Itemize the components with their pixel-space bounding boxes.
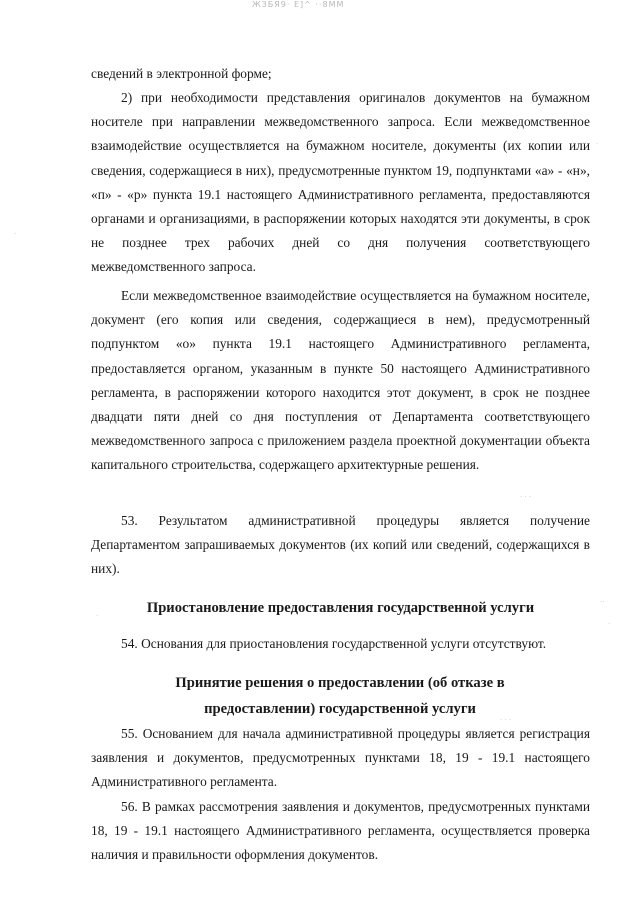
paragraph-56 (91, 795, 590, 868)
section-heading-suspension (91, 595, 590, 621)
paragraph-text: 55. Основанием для начала административной процедуры является регистрация заявления и документов, предусмотренных пунктами 18, 19 - 19.1 настоящего Административного регламента. (91, 726, 590, 790)
paragraph-continuation (91, 62, 590, 86)
paragraph-54 (91, 632, 590, 656)
paragraph-text: 53. Результатом административной процедуры является получение Департаментом запрашиваемых документов (их копий или сведений, содержащихся в них). (91, 513, 590, 577)
paragraph-text: 2) при необходимости представления оригиналов документов на бумажном носителе при направлении межведомственного запроса. Если межведомственное взаимодействие осуществляется на бумажном носителе, документы (их копии или сведения, содержащиеся в них), предусмотренные пунктом 19, подпунктами «а» - «н», «п» - «р» пункта 19.1 настоящего Административного регламента, предоставляются органами и организациями, в распоряжении которых находятся эти документы, в срок не позднее трех рабочих дней со дня получения соответствующего межведомственного запроса. (91, 90, 590, 275)
scan-speck: · (596, 140, 599, 148)
heading-text: Принятие решения о предоставлении (об отказе в предоставлении) государственной услуги (175, 675, 505, 717)
scan-speck: · (608, 620, 611, 628)
paragraph-text: 56. В рамках рассмотрения заявления и документов, предусмотренных пунктами 18, 19 - 19.1 настоящего Административного регламента, осуществляется проверка наличия и правильности оформления документов. (91, 799, 590, 863)
scan-speck: ·· (600, 598, 605, 606)
section-heading-decision (120, 670, 560, 722)
paragraph-text: сведений в электронной форме; (91, 66, 272, 81)
paragraph-53 (91, 509, 590, 582)
scan-speck: · (14, 230, 17, 238)
scan-speck: · (96, 612, 99, 620)
paragraph-3 (91, 284, 590, 478)
paragraph-55 (91, 722, 590, 795)
scan-speck: · · · (520, 493, 532, 501)
scan-speck: · · · (500, 716, 512, 724)
scan-header-mark: ЖЗБЯ9· Е]^ ··8ММ (252, 0, 345, 9)
heading-text: Приостановление предоставления государственной услуги (146, 600, 535, 616)
paragraph-text: 54. Основания для приостановления государственной услуги отсутствуют. (121, 636, 547, 651)
paragraph-2 (91, 86, 590, 280)
paragraph-text: Если межведомственное взаимодействие осуществляется на бумажном носителе, документ (его копия или сведения, содержащиеся в нем), предусмотренный подпунктом «о» пункта 19.1 настоящего Административного регламента, предоставляется органом, указанным в пункте 50 настоящего Административного регламента, в распоряжении которого находится этот документ, в срок не позднее двадцати пяти дней со дня поступления от Департамента соответствующего межведомственного запроса с приложением раздела проектной документации объекта капитального строительства, содержащего архитектурные решения. (91, 288, 590, 473)
